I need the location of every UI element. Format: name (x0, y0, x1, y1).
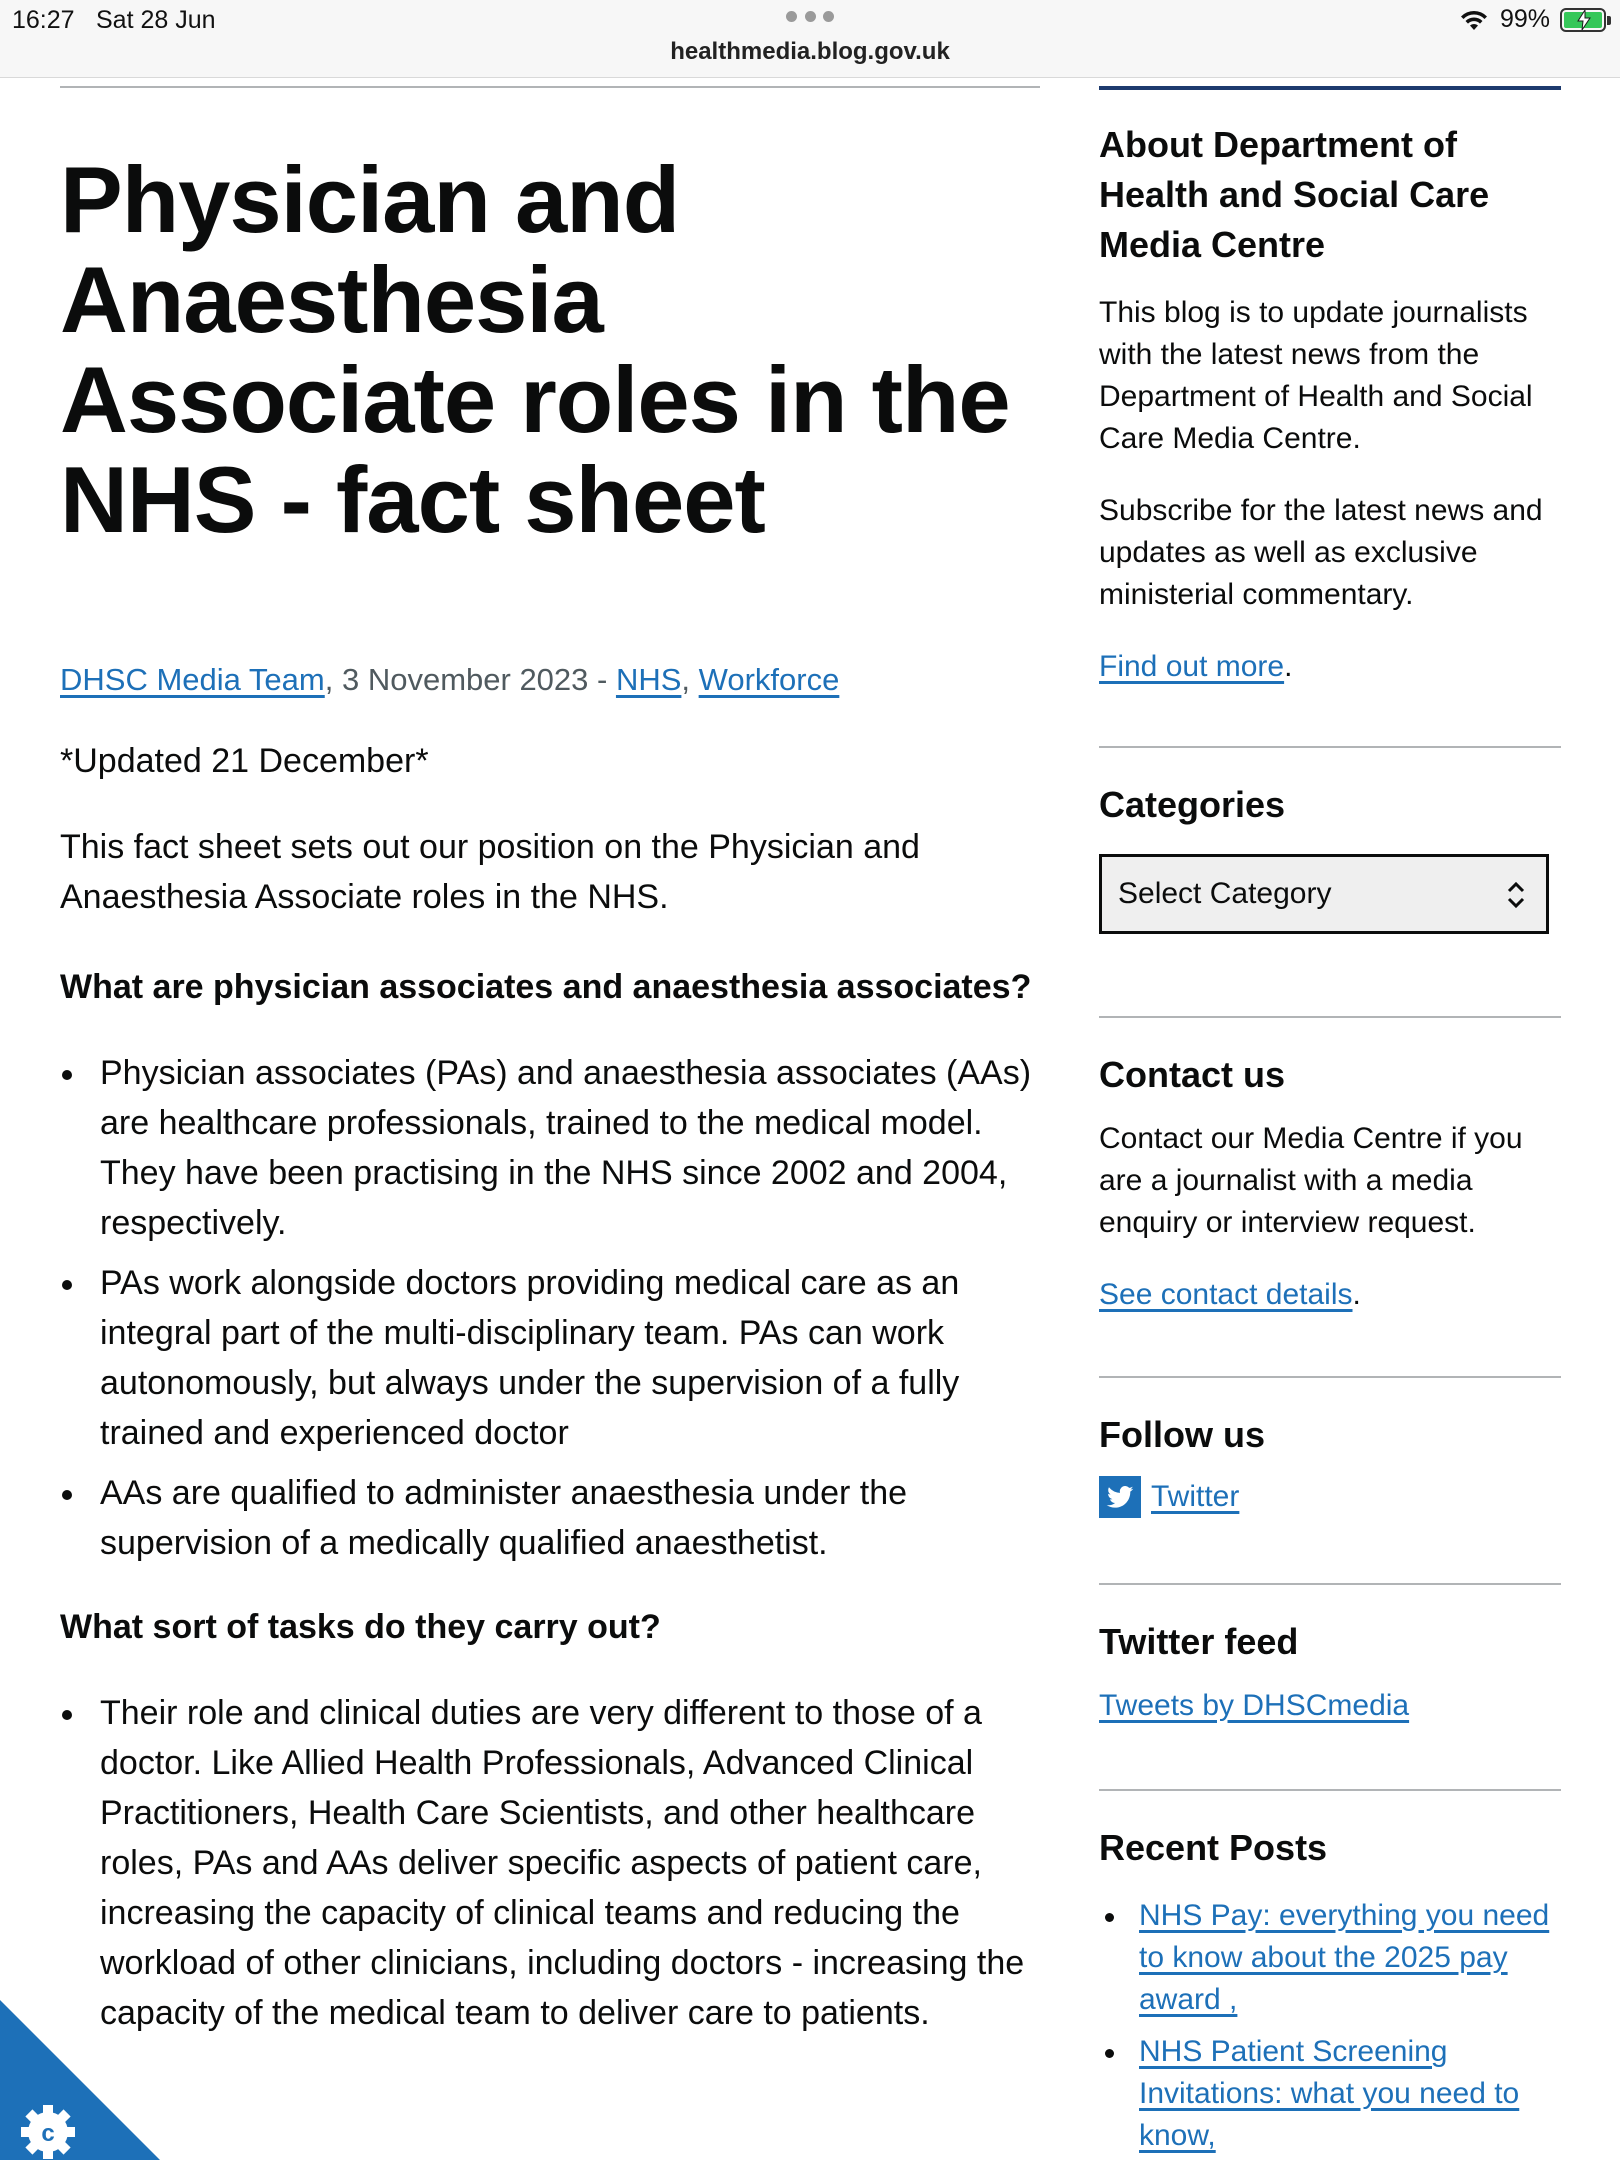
about-heading: About Department of Health and Social Care Media Centre (1099, 124, 1490, 265)
about-paragraph-1: This blog is to update journalists with the latest news from the Department of Health and Social Care Media Centre. (1099, 296, 1533, 455)
contact-line (1099, 1274, 1561, 1316)
status-date: Sat 28 Jun (96, 6, 216, 34)
about-paragraph-2: Subscribe for the latest news and updates as well as exclusive ministerial commentary. (1099, 494, 1543, 611)
find-out-more-line (1099, 646, 1561, 688)
section1-list (60, 1048, 1040, 1568)
follow-section (1099, 1376, 1561, 1583)
updated-note: *Updated 21 December* (60, 742, 429, 780)
recent-post-link[interactable]: NHS Patient Screening Invitations: what you need to know, (1139, 2035, 1520, 2152)
category-select[interactable] (1099, 854, 1549, 934)
tweets-link[interactable]: Tweets by DHSCmedia (1099, 1689, 1410, 1722)
article-meta (60, 660, 1040, 700)
contact-details-link[interactable]: See contact details (1099, 1278, 1353, 1311)
cookie-settings-button[interactable] (0, 2000, 160, 2160)
page-title: Physician and Anaesthesia Associate roles in the NHS - fact sheet (60, 147, 1010, 552)
about-section (1099, 90, 1561, 688)
twitter-feed-section (1099, 1583, 1561, 1789)
tweets-line (1099, 1685, 1561, 1727)
article (60, 86, 1040, 2048)
recent-posts-list (1099, 1895, 1561, 2157)
list-item: AAs are qualified to administer anaesthesia under the supervision of a medically qualified anaesthetist. (60, 1468, 1040, 1568)
status-right (1458, 5, 1606, 34)
contact-heading: Contact us (1099, 1054, 1286, 1095)
list-item (1099, 2031, 1561, 2157)
twitter-icon[interactable] (1099, 1476, 1141, 1518)
list-item: Their role and clinical duties are very different to those of a doctor. Like Allied Health Professionals, Advanced Clinical Practitioners, Health Care Scientists, and other healthcare roles, PAs and AAs deliver specific aspects of patient care, increasing the capacity of clinical teams and reducing the workload of other clinicians, including doctors - increasing the capacity of the medical team to deliver care to patients. (60, 1688, 1040, 2038)
category-select-value: Select Category (1118, 877, 1332, 910)
chevron-updown-icon (1504, 879, 1528, 911)
recent-post-link[interactable]: NHS Pay: everything you need to know about the 2025 pay award , (1139, 1899, 1550, 2016)
recent-posts-section (1099, 1789, 1561, 2157)
tag-separator: , (681, 662, 699, 697)
find-out-more-link[interactable]: Find out more (1099, 650, 1285, 683)
tag-workforce-link[interactable]: Workforce (698, 662, 840, 697)
list-item: PAs work alongside doctors providing medical care as an integral part of the multi-disciplinary team. PAs can work autonomously, but always under the supervision of a fully trained and experienced doctor (60, 1258, 1040, 1458)
list-item: Physician associates (PAs) and anaesthesia associates (AAs) are healthcare professionals, trained to the medical model. They have been practising in the NHS since 2002 and 2004, respectively. (60, 1048, 1040, 1248)
status-time: 16:27 (12, 6, 75, 34)
section1-heading: What are physician associates and anaesthesia associates? (60, 968, 1032, 1006)
contact-paragraph: Contact our Media Centre if you are a journalist with a media enquiry or interview request. (1099, 1122, 1523, 1239)
article-date: , 3 November 2023 - (324, 662, 616, 697)
status-bar (0, 0, 1620, 78)
svg-text:c: c (41, 2120, 55, 2147)
article-top-rule (60, 86, 1040, 88)
sidebar (1099, 86, 1561, 2167)
list-item (1099, 1895, 1561, 2021)
categories-heading: Categories (1099, 784, 1286, 825)
battery-percent: 99% (1499, 5, 1550, 33)
tag-nhs-link[interactable]: NHS (615, 662, 682, 697)
recent-posts-heading: Recent Posts (1099, 1827, 1328, 1868)
follow-heading: Follow us (1099, 1414, 1265, 1455)
address-bar-url[interactable]: healthmedia.blog.gov.uk (670, 38, 950, 65)
twitter-follow[interactable] (1099, 1476, 1561, 1518)
gear-icon (21, 2105, 75, 2159)
wifi-icon (1458, 8, 1490, 32)
period: . (1284, 650, 1293, 683)
period: . (1352, 1278, 1361, 1311)
battery-icon (1560, 8, 1606, 32)
twitter-feed-heading: Twitter feed (1099, 1621, 1299, 1662)
section2-list (60, 1688, 1040, 2038)
contact-section (1099, 1016, 1561, 1376)
multitask-dots-icon[interactable] (786, 8, 834, 24)
intro-paragraph: This fact sheet sets out our position on the Physician and Anaesthesia Associate roles in the NHS. (60, 828, 920, 916)
twitter-link[interactable]: Twitter (1151, 1480, 1240, 1513)
categories-section (1099, 746, 1561, 1016)
section2-heading: What sort of tasks do they carry out? (60, 1608, 661, 1646)
author-link[interactable]: DHSC Media Team (60, 662, 325, 697)
